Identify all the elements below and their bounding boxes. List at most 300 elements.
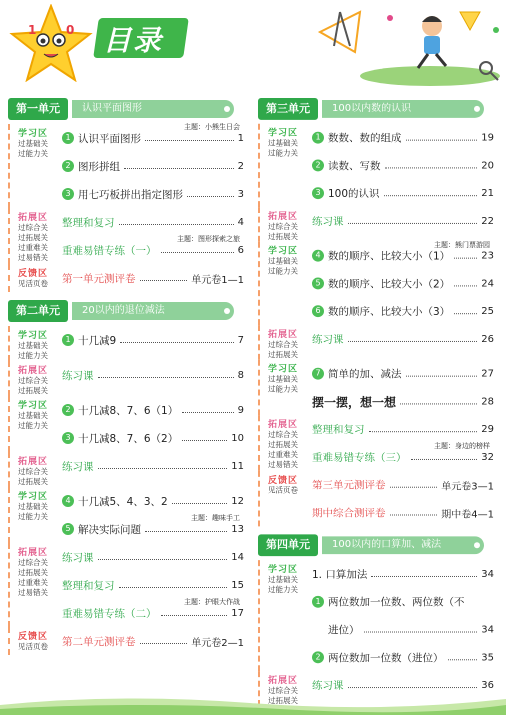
toc-entry[interactable] [312,415,494,443]
toc-entry[interactable] [312,325,494,353]
zone-sub: 过综合关 [18,558,48,567]
entry-label: 数数、数的组成 [328,132,402,145]
entry-label: 读数、写数 [328,159,381,172]
unit-header [8,98,244,120]
entry-label: 第三单元测评卷 [312,479,386,492]
toc-entry[interactable] [312,152,494,180]
zone-label [10,208,62,264]
page-number: 单元卷2—1 [191,637,244,649]
unit-spacer [8,655,244,663]
page-number: 34 [481,624,494,635]
dot-leader [348,218,478,224]
entry-list [312,471,494,527]
section-block [258,360,494,416]
entry-label: 重难易错专练（一） [62,244,157,257]
entry-label: 十几减9 [78,334,117,347]
number-badge-icon: 2 [312,159,324,171]
dot-leader [98,554,228,560]
unit-dot [224,308,230,314]
zone-sub: 过能力关 [268,148,298,158]
entry-label: 用七巧板拼出指定图形 [78,188,183,201]
dot-leader [385,162,478,168]
zone-title: 拓展区 [18,457,49,467]
zone-sub: 过拓展关 [268,695,298,705]
zone-title: 拓展区 [268,420,299,431]
section-block [8,326,244,361]
section-block [8,452,244,487]
page-number: 26 [481,333,494,345]
section-block [8,361,244,396]
section-block [8,627,244,655]
entry-label: 第二单元测评卷 [62,635,136,648]
entry-label: 数的顺序、比较大小（1） [328,250,451,263]
section-block [8,124,244,208]
zone-sub: 过能力关 [268,266,298,276]
toc-entry[interactable] [312,499,494,527]
star-mascot-icon [8,4,94,82]
zone-label [260,325,312,360]
section-block [8,208,244,264]
section-block [8,396,244,452]
toc-entry[interactable] [312,360,494,388]
zone-sub: 过基础关 [268,374,298,384]
toc-entry[interactable] [62,599,244,627]
toc-entry[interactable] [312,270,494,298]
toc-entry[interactable] [312,443,494,471]
toc-entry[interactable] [62,487,244,515]
toc-entry[interactable] [312,242,494,270]
number-badge-icon: 4 [312,250,324,262]
dot-leader [411,454,478,460]
section-block [8,264,244,292]
number-badge-icon: 3 [62,188,74,200]
section-block [258,560,494,671]
dot-leader [119,582,228,588]
number-badge-icon: 2 [62,404,74,416]
dot-leader [140,638,188,644]
unit-title: 20以内的退位减法 [72,302,234,320]
toc-entry[interactable] [62,424,244,452]
entry-label: 练习课 [312,215,344,228]
page-number: 12 [231,495,244,507]
entry-list [62,487,244,543]
toc-entry[interactable] [62,627,244,655]
page-number: 单元卷3—1 [441,481,494,493]
theme-note: 主题：图形探索之旅 [177,235,240,243]
zone-sub: 过综合关 [268,686,298,695]
zone-label [260,360,312,416]
entry-list [312,242,494,325]
dot-leader [145,526,227,532]
zone-title: 拓展区 [18,548,49,558]
unit-title: 认识平面图形 [72,100,234,118]
page-number: 4 [237,216,244,228]
zone-label [10,627,62,655]
zone-label [10,264,62,292]
zone-sub: 过基础关 [18,341,48,350]
entry-label: 练习课 [312,679,344,692]
entry-list [62,264,244,292]
page-number: 34 [481,568,494,580]
unit-title: 100以内数的认识 [322,100,484,118]
toc-entry[interactable] [312,297,494,325]
zone-label [10,487,62,543]
section-block [8,543,244,627]
left-column [8,98,244,663]
zone-sub: 过拓展关 [18,386,48,395]
page-number: 10 [231,432,244,444]
zone-title: 拓展区 [268,330,299,340]
unit-title: 100以内的口算加、减法 [322,536,484,554]
entry-label: 认识平面图形 [78,132,141,145]
zone-title: 拓展区 [268,676,299,687]
boy-running-illustration-icon [300,2,506,90]
page-number: 9 [237,404,244,416]
entry-list [62,452,244,487]
toc-entry[interactable] [62,124,244,152]
dot-leader [119,219,234,225]
entry-label: 练习课 [62,369,94,382]
toc-entry[interactable] [62,396,244,424]
entry-label: 第一单元测评卷 [62,272,136,285]
dot-leader [98,372,234,378]
page-number: 20 [481,159,494,171]
theme-note: 主题：小熊生日会 [184,123,240,131]
unit-header [258,98,494,120]
page-number: 35 [481,651,494,663]
zone-label [260,124,312,207]
number-badge-icon: 1 [312,596,324,608]
number-badge-icon: 5 [62,523,74,535]
toc-entry[interactable] [62,236,244,264]
page-number: 29 [481,423,494,435]
entry-label: 十几减8、7、6（1） [78,404,179,417]
entry-label: 摆一摆，想一想 [312,395,397,409]
zone-label [260,560,312,671]
entry-label: 重难易错专练（二） [62,607,157,620]
toc-entry[interactable] [62,208,244,236]
zone-sub: 过易错关 [268,459,298,469]
unit-spacer [8,292,244,300]
entry-label: 整理和复习 [62,216,115,229]
zone-title: 拓展区 [18,366,49,376]
dot-leader [454,280,477,286]
zone-sub: 过综合关 [18,376,48,385]
page-number: 6 [237,244,244,256]
zone-sub: 过综合关 [268,339,298,349]
dot-leader [124,163,234,169]
toc-entry[interactable] [62,264,244,292]
page-number: 24 [481,277,494,289]
page-number: 23 [481,250,494,262]
page-number: 1 [237,132,244,144]
page-number: 13 [231,523,244,535]
entry-list [62,396,244,452]
entry-label: 期中综合测评卷 [312,507,386,519]
unit-dot [224,106,230,112]
page-number: 期中卷4—1 [441,509,494,520]
page-number: 11 [231,460,244,472]
unit-tag: 第四单元 [258,534,318,556]
zone-title: 拓展区 [18,213,49,223]
number-badge-icon: 1 [62,334,74,346]
entry-label: 练习课 [62,551,94,564]
section-block [258,325,494,360]
unit-dot [474,106,480,112]
zone-title: 学习区 [268,128,299,139]
entry-label: 进位） [328,624,360,636]
number-badge-icon: 6 [312,305,324,317]
dot-leader [400,398,477,404]
zone-sub: 过基础关 [18,502,48,511]
entry-label: 数的顺序、比较大小（2） [328,277,451,290]
unit-tag: 第二单元 [8,300,68,322]
dot-leader [348,336,478,342]
entry-label: 整理和复习 [62,579,115,592]
toc-entry[interactable] [312,588,494,616]
dot-leader [182,407,233,413]
dot-leader [406,371,478,377]
toc-entry[interactable] [312,124,494,152]
theme-note: 主题：熊门票游园 [434,240,490,249]
number-badge-icon: 1 [62,132,74,144]
svg-text:1: 1 [28,23,37,37]
zone-title: 学习区 [18,401,49,411]
toc-entry[interactable] [62,361,244,389]
zone-label [10,396,62,452]
dot-leader [390,482,438,488]
toc-entry[interactable] [62,571,244,599]
dot-leader [390,510,438,516]
zone-sub: 见活页卷 [18,642,48,651]
zone-sub: 过基础关 [18,139,48,148]
toc-entry[interactable] [312,471,494,499]
page-number: 19 [481,132,494,144]
zone-label [260,415,312,471]
number-badge-icon: 2 [312,651,324,663]
entry-list [62,124,244,208]
dot-leader [369,426,478,432]
entry-list [312,325,494,360]
svg-text:0: 0 [66,23,75,37]
toc-entry[interactable] [62,180,244,208]
entry-list [62,208,244,264]
toc-entry[interactable] [62,326,244,354]
number-badge-icon: 1 [312,132,324,144]
toc-entry[interactable] [62,452,244,480]
zone-sub: 过易错关 [18,253,48,262]
toc-entry[interactable] [312,207,494,235]
dot-leader [98,463,228,469]
dot-leader [161,247,234,253]
page-number: 21 [481,187,494,199]
zone-label [10,452,62,487]
page-number: 3 [237,188,244,200]
dot-leader [364,627,478,633]
entry-list [312,415,494,471]
zone-title: 学习区 [268,364,299,375]
theme-note: 主题：趣味手工 [191,514,240,522]
zone-sub: 过综合关 [268,430,298,440]
entry-label: 十几减5、4、3、2 [78,495,168,508]
entry-label: 练习课 [312,333,344,346]
toc-entry[interactable] [312,388,494,416]
zone-sub: 过能力关 [18,512,48,521]
dot-leader [182,435,227,441]
zone-title: 学习区 [268,246,299,257]
section-block [8,487,244,543]
zone-sub: 过能力关 [268,384,298,394]
zone-title: 反馈区 [18,632,49,642]
zone-sub: 过基础关 [18,411,48,420]
zone-label [10,326,62,361]
unit-tag: 第三单元 [258,98,318,120]
toc-entry[interactable] [312,616,494,644]
dot-leader [140,275,188,281]
number-badge-icon: 5 [312,277,324,289]
toc-entry[interactable] [62,152,244,180]
zone-label [260,207,312,242]
zone-label [260,242,312,325]
zone-sub: 过拓展关 [268,231,298,241]
page-number: 单元卷1—1 [191,274,244,286]
zone-sub: 过拓展关 [18,233,48,242]
page-number: 8 [237,369,244,381]
toc-entry[interactable] [312,643,494,671]
entry-label: 解决实际问题 [78,523,141,536]
zone-sub: 过拓展关 [268,440,298,450]
zone-sub: 过能力关 [268,584,298,594]
entry-list [62,326,244,361]
number-badge-icon: 3 [312,187,324,199]
unit-tag: 第一单元 [8,98,68,120]
zone-label [10,361,62,396]
page-number: 28 [481,395,494,407]
dot-leader [454,308,477,314]
zone-sub: 过重难关 [18,578,48,587]
zone-title: 拓展区 [268,212,299,222]
page-number: 27 [481,368,494,380]
page-number: 36 [481,679,494,691]
entry-list [312,124,494,207]
entry-list [312,560,494,671]
entry-label: 练习课 [62,460,94,473]
zone-sub: 过基础关 [268,574,298,584]
dot-leader [384,190,478,196]
zone-label [10,543,62,627]
section-block [258,415,494,471]
dot-leader [187,191,234,197]
entry-label: 100的认识 [328,187,380,200]
entry-label: 两位数加一位数、两位数（不 [328,596,465,609]
dot-leader [348,682,478,688]
zone-sub: 过综合关 [268,221,298,231]
zone-sub: 过重难关 [18,243,48,252]
page-number: 17 [231,607,244,619]
section-block [258,242,494,325]
entry-label: 数的顺序、比较大小（3） [328,305,451,318]
number-badge-icon: 7 [312,368,324,380]
entry-list [62,627,244,655]
zone-sub: 见活页卷 [268,485,298,495]
zone-title: 学习区 [18,492,49,502]
zone-sub: 过能力关 [18,149,48,158]
zone-sub: 过能力关 [18,351,48,360]
page-number: 7 [237,334,244,346]
entry-label: 整理和复习 [312,423,365,436]
dot-leader [145,135,234,141]
number-badge-icon: 4 [62,495,74,507]
page-number: 25 [481,305,494,317]
unit-header [258,534,494,556]
zone-title: 学习区 [18,129,49,139]
dot-leader [161,610,228,616]
dot-leader [120,337,233,343]
entry-label: 两位数加一位数（进位） [328,651,444,664]
zone-sub: 过拓展关 [18,568,48,577]
toc-entry[interactable] [312,560,494,588]
entry-label: 图形拼组 [78,160,120,173]
theme-note: 主题：身边的榜样 [434,442,490,451]
toc-entry[interactable] [62,543,244,571]
zone-sub: 过拓展关 [268,349,298,359]
number-badge-icon: 3 [62,432,74,444]
zone-title: 学习区 [268,565,299,575]
toc-entry[interactable] [312,179,494,207]
unit-header [8,300,244,322]
entry-list [312,360,494,416]
zone-sub: 过重难关 [268,450,298,459]
right-column [258,98,494,714]
page-number: 32 [481,451,494,463]
page-title: 目录 [103,24,164,57]
unit-dot [474,542,480,548]
entry-label: 十几减8、7、6（2） [78,432,179,445]
zone-sub: 过能力关 [18,421,48,430]
entry-label: 重难易错专练（三） [312,451,407,464]
section-block [258,471,494,527]
section-block [258,124,494,207]
zone-sub: 过基础关 [268,138,298,148]
bottom-wave-decoration [0,691,506,715]
entry-list [62,361,244,396]
page-number: 2 [237,160,244,172]
zone-title: 反馈区 [268,475,299,486]
page-number: 14 [231,551,244,563]
toc-entry[interactable] [62,515,244,543]
zone-label [260,471,312,527]
zone-sub: 过拓展关 [18,477,48,486]
entry-list [62,543,244,627]
zone-sub: 过基础关 [268,256,298,266]
entry-list [312,207,494,242]
zone-label [10,124,62,208]
dot-leader [371,571,477,577]
page-number: 22 [481,215,494,227]
zone-sub: 见活页卷 [18,279,48,288]
zone-sub: 过易错关 [18,588,48,597]
dot-leader [406,135,478,141]
entry-label: 1. 口算加法 [312,568,368,581]
page-number: 15 [231,579,244,591]
zone-title: 反馈区 [18,269,49,279]
zone-sub: 过综合关 [18,223,48,232]
theme-note: 主题：护眼大作战 [184,598,240,606]
number-badge-icon: 2 [62,160,74,172]
dot-leader [172,498,228,504]
unit-spacer [258,526,494,534]
zone-title: 学习区 [18,331,49,341]
